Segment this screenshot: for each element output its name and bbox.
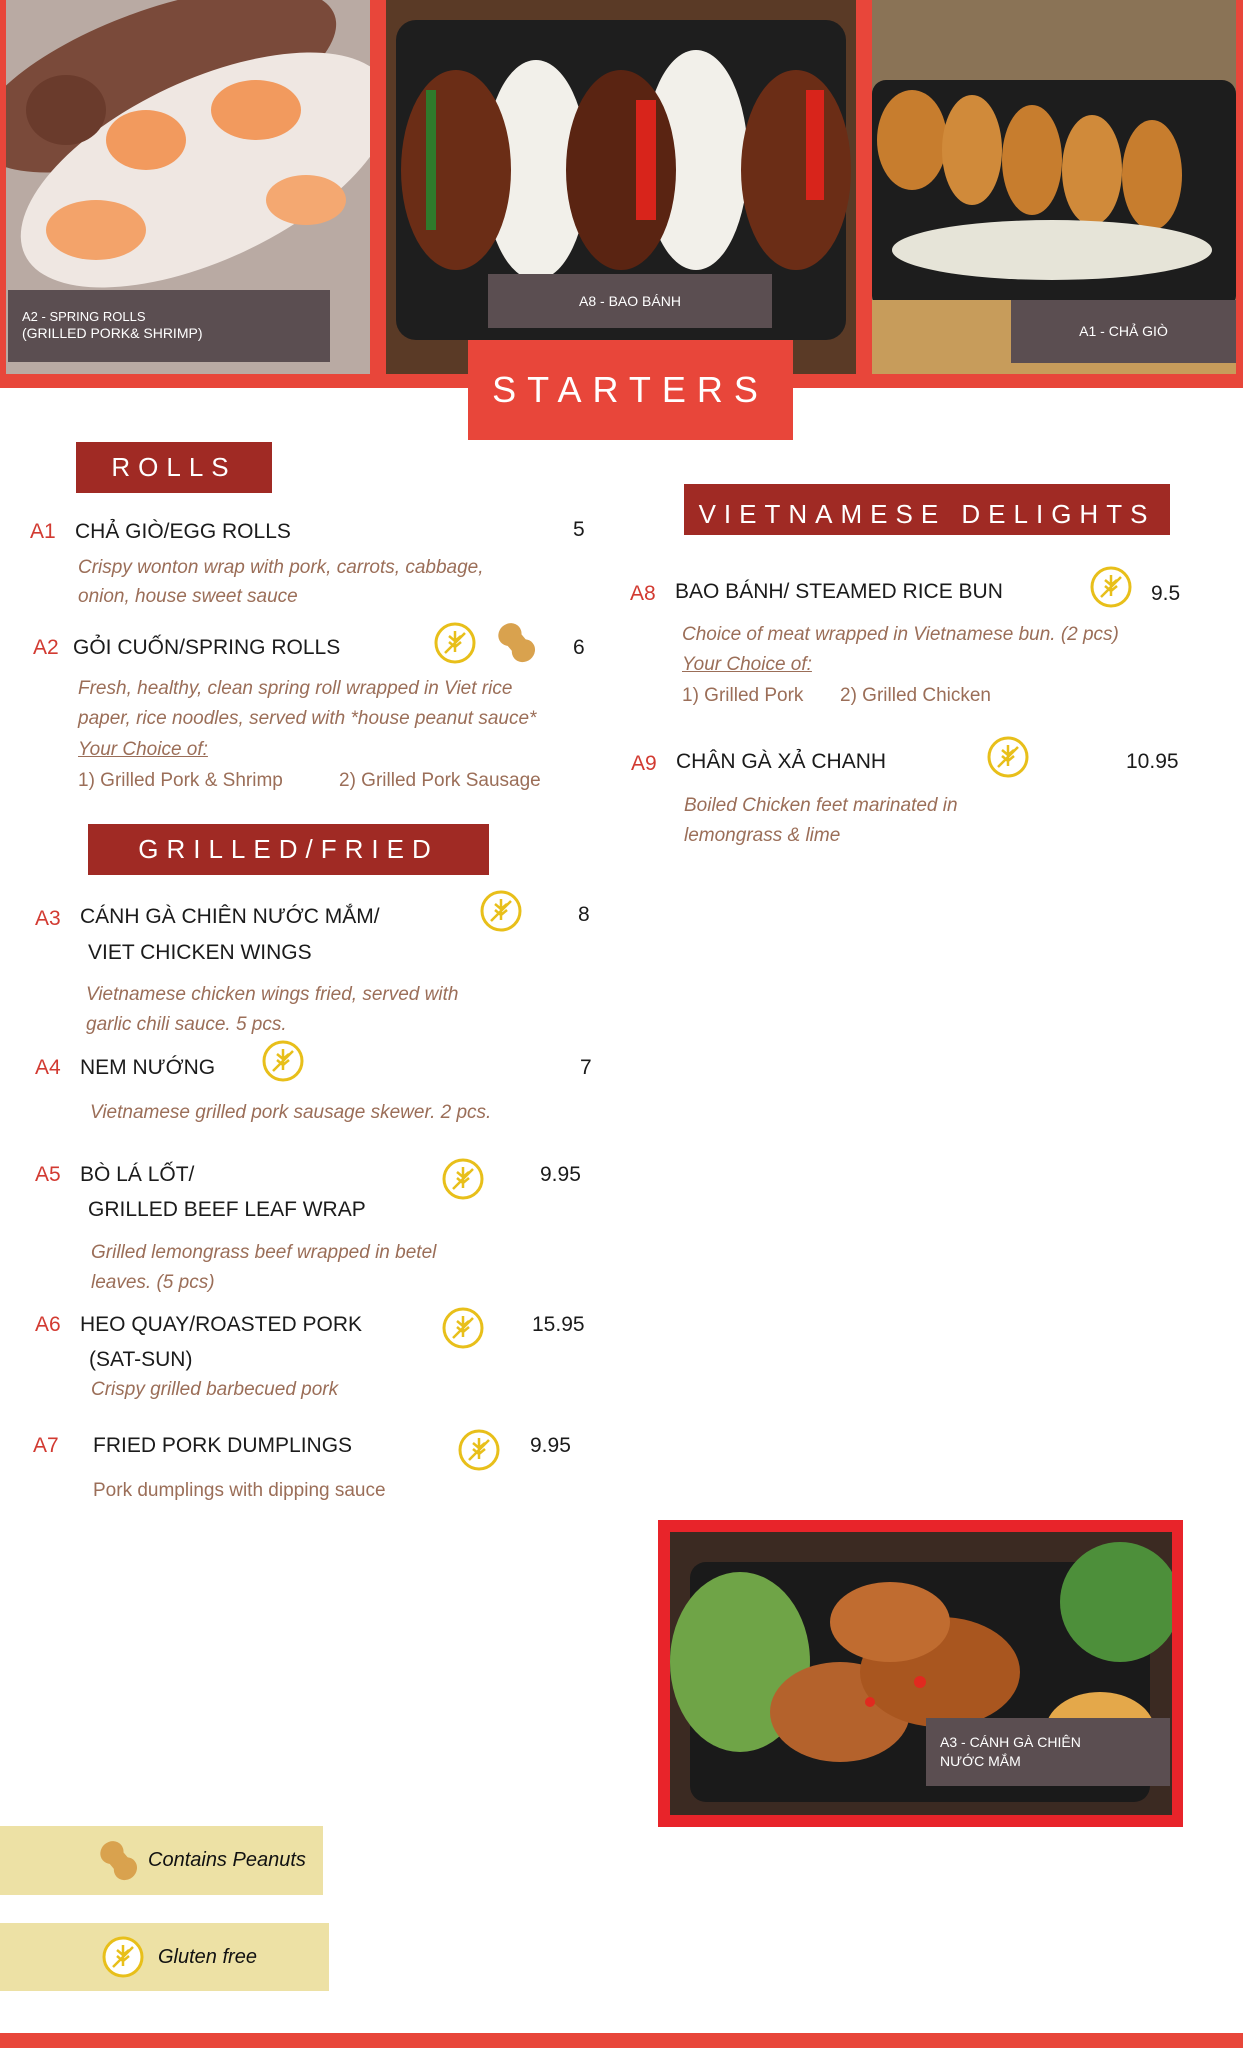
item-code: A7 [33, 1434, 59, 1457]
gluten-free-icon [442, 1158, 484, 1200]
item-code: A5 [35, 1163, 61, 1186]
item-code: A6 [35, 1313, 61, 1336]
chicken-wings-caption [926, 1718, 1170, 1786]
item-description: Crispy wonton wrap with pork, carrots, cabbage, [78, 557, 484, 578]
caption-line: A3 - CÁNH GÀ CHIÊN [940, 1734, 1081, 1750]
item-price: 7 [580, 1056, 592, 1079]
gluten-free-icon [262, 1040, 304, 1082]
item-name: NEM NƯỚNG [80, 1056, 216, 1079]
item-name: GRILLED BEEF LEAF WRAP [88, 1198, 366, 1221]
gluten-free-icon [458, 1429, 500, 1471]
item-description: Choice of meat wrapped in Vietnamese bun. (2 pcs) [682, 624, 1119, 645]
item-description: paper, rice noodles, served with *house peanut sauce* [78, 708, 537, 729]
spring-rolls-caption [8, 290, 330, 362]
item-description: Grilled lemongrass beef wrapped in betel [91, 1242, 437, 1263]
caption-line: NƯỚC MẮM [940, 1753, 1021, 1769]
cha-gio-caption [1011, 300, 1236, 363]
item-price: 10.95 [1126, 750, 1179, 773]
item-name: CÁNH GÀ CHIÊN NƯỚC MẮM/ [80, 905, 380, 928]
legend-peanuts [0, 1826, 323, 1895]
bao-banh-caption [488, 274, 772, 328]
section-delights-header: VIETNAMESE DELIGHTS [684, 484, 1170, 535]
item-code: A4 [35, 1056, 61, 1079]
choice-option: 2) Grilled Pork Sausage [339, 770, 541, 791]
caption-line: (GRILLED PORK& SHRIMP) [22, 324, 203, 341]
item-name: CHÂN GÀ XẢ CHANH [676, 750, 887, 773]
item-name: CHẢ GIÒ/EGG ROLLS [75, 520, 291, 543]
item-description: lemongrass & lime [684, 825, 841, 846]
item-description: Vietnamese chicken wings fried, served with [86, 984, 459, 1005]
item-description: leaves. (5 pcs) [91, 1272, 215, 1293]
caption-line: A8 - BAO BÁNH [579, 292, 681, 309]
item-name: BAO BÁNH/ STEAMED RICE BUN [675, 580, 1003, 603]
section-rolls-header: ROLLS [76, 442, 272, 493]
item-code: A3 [35, 907, 61, 930]
item-code: A1 [30, 520, 56, 543]
gluten-free-icon [480, 890, 522, 932]
item-description: Crispy grilled barbecued pork [91, 1379, 339, 1400]
page-title: STARTERS [468, 340, 793, 440]
item-price: 9.95 [530, 1434, 571, 1457]
item-code: A9 [631, 752, 657, 775]
choice-option: 2) Grilled Chicken [840, 685, 991, 706]
item-description: Vietnamese grilled pork sausage skewer. 2 pcs. [90, 1102, 492, 1123]
item-price: 5 [573, 518, 585, 541]
choice-option: 1) Grilled Pork & Shrimp [78, 770, 283, 791]
gluten-free-icon [987, 736, 1029, 778]
gluten-free-icon [102, 1936, 144, 1978]
item-name: FRIED PORK DUMPLINGS [93, 1434, 353, 1457]
item-description: garlic chili sauce. 5 pcs. [86, 1014, 287, 1035]
item-price: 6 [573, 636, 585, 659]
peanut-icon [96, 1838, 142, 1884]
bottom-strip [0, 2033, 1243, 2048]
item-name: VIET CHICKEN WINGS [88, 941, 312, 964]
item-description: Pork dumplings with dipping sauce [93, 1480, 386, 1501]
choice-option: 1) Grilled Pork [682, 685, 804, 706]
gluten-free-icon [1090, 566, 1132, 608]
gluten-free-icon [442, 1307, 484, 1349]
choice-label: Your Choice of: [682, 654, 812, 675]
choice-label: Your Choice of: [78, 739, 208, 760]
item-name: HEO QUAY/ROASTED PORK [80, 1313, 362, 1336]
item-code: A2 [33, 636, 59, 659]
caption-line: A2 - SPRING ROLLS [22, 308, 146, 324]
item-description: Fresh, healthy, clean spring roll wrapped in Viet rice [78, 678, 513, 699]
item-name: GỎI CUỐN/SPRING ROLLS [73, 636, 341, 659]
item-description: onion, house sweet sauce [78, 586, 298, 607]
gluten-free-icon [434, 622, 476, 664]
item-description: Boiled Chicken feet marinated in [684, 795, 958, 816]
legend-gluten [0, 1923, 329, 1991]
item-code: A8 [630, 582, 656, 605]
section-grilled-header: GRILLED/FRIED [88, 824, 489, 875]
item-name: (SAT-SUN) [89, 1348, 193, 1371]
caption-line: A1 - CHẢ GIÒ [1079, 323, 1168, 339]
peanut-icon [494, 620, 540, 666]
item-price: 9.95 [540, 1163, 581, 1186]
legend-label: Contains Peanuts [148, 1849, 306, 1871]
item-name: BÒ LÁ LỐT/ [80, 1163, 195, 1186]
item-price: 15.95 [532, 1313, 585, 1336]
item-price: 9.5 [1151, 582, 1181, 605]
item-price: 8 [578, 903, 590, 926]
legend-label: Gluten free [158, 1945, 257, 1968]
